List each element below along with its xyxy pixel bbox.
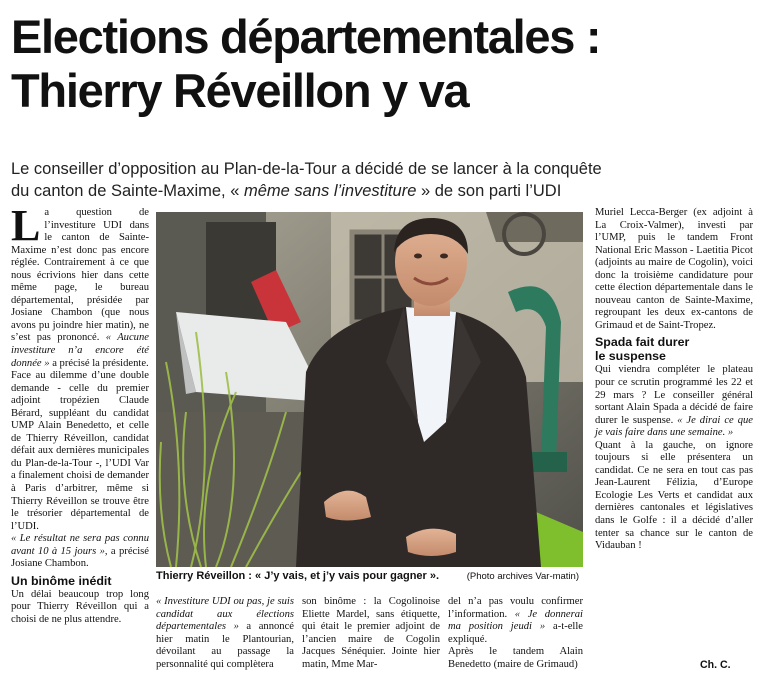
paragraph: Quant à la gauche, on ignore toujours si elle présentera un candidat. Ce ne sera en tout cas pas Jean-Laurent Félizia, d’Europe Ecologie Les Verts et candidat aux dernières cantonales et législatives dans le Golfe : il a décidé d’aller tenter sa chance sur le canton de Vidauban !: [595, 439, 753, 552]
paragraph: Face au dilemme d’une double demande - celle du premier adjoint tropézien Claude Bérard, suppléant du candidat UMP Alain Benedetto, et celle de Thierry Réveillon, candidat défait aux dernières municipales du Plan-de-la-Tour -, l’UDI Var a finalement choisi de demander à Paris d’arbitrer, même si Thierry Réveillon se trouve être le trésorier départemental de l’UDI.: [11, 370, 149, 532]
article-column-1: [11, 201, 149, 627]
paragraph-text: Qui viendra compléter le plateau pour ce scrutin programmé les 22 et 29 mars ? Le conseiller général sortant Alain Spada a décidé de faire durer le suspense.: [595, 364, 753, 426]
author-signature: Ch. C.: [700, 659, 731, 671]
paragraph-text: del n’a pas voulu confirmer l’information.: [448, 596, 583, 620]
quote: « Aucune investiture n’a encore été donnée »: [11, 332, 149, 369]
subhead-line-2: le suspense: [595, 349, 666, 364]
dropcap: L: [11, 201, 41, 250]
quote: « Je donnerai ma position jeudi »: [448, 608, 583, 633]
headline-line-1: Elections départementales :: [11, 10, 601, 63]
photo: [156, 212, 583, 567]
deck-line-2: [11, 180, 756, 202]
photo-credit: (Photo archives Var-matin): [466, 571, 579, 582]
quote: « Le résultat ne sera pas connu avant 10 à 15 jours »: [11, 533, 149, 557]
article-column-5: [595, 207, 753, 553]
deck-line-1: Le conseiller d’opposition au Plan-de-la-Tour a décidé de se lancer à la conquête: [11, 160, 602, 178]
paragraph: son binôme : la Cogolinoise Eliette Mardel, sans étiquette, qui était le premier adjoint de l’ancien maire de Cogolin Jacques Sénéquier. Jointe hier matin, Mme Mar-: [302, 596, 440, 670]
subhead-binome: Un binôme inédit: [11, 573, 112, 588]
subhead-spada: [595, 335, 753, 363]
paragraph: Un délai beaucoup trop long pour Thierry Réveillon qui a choisi de ne plus attendre.: [11, 588, 149, 625]
paragraph-text: a question de l’investiture UDI dans le canton de Sainte-Maxime n’est donc pas encore réglée. Contrairement à ce que nous écrivions hier dans cette même page, le bureau départemental, présidée par Josiane Chambon (que nous avons pu joindre hier matin), ne s’est pas prononcé.: [11, 207, 149, 344]
quote: « Je dirai ce que je vais faire dans une semaine. »: [595, 414, 753, 439]
deck-italic: même sans l’investiture: [243, 182, 417, 200]
paragraph: [595, 364, 753, 439]
headline-line-2: Thierry Réveillon y va: [11, 64, 469, 117]
paragraph-text: a-t-elle expliqué.: [448, 621, 584, 645]
paragraph: Muriel Lecca-Berger (ex adjoint à La Croix-Valmer), investi par l’UMP, puis le tandem Front National Eric Masson - Laetitia Picot (adjoints au maire de Cogolin), voici donc la troisième candidature pour cette élection départementale dans le nouveau canton de Sainte-Maxime, regroupant les deux ex-cantons de Grimaud et de Saint-Tropez.: [595, 207, 753, 331]
paragraph: [448, 596, 583, 646]
paragraph-text: a annoncé hier matin le Plantourian, dévoilant au passage la personnalité qui complètera: [156, 621, 294, 670]
quote: « Investiture UDI ou pas, je suis candidat aux élections départementales »: [156, 596, 294, 633]
subhead-line-1: Spada fait durer: [595, 335, 690, 350]
paragraph: [11, 533, 149, 571]
article-column-4: [448, 596, 583, 686]
paragraph: [156, 596, 294, 671]
deck: [11, 158, 756, 202]
photo-illustration: [156, 212, 583, 567]
deck-text-end: » de son parti l’UDI: [416, 182, 562, 200]
paragraph-text: , a précisé Josiane Chambon.: [11, 545, 149, 570]
paragraph-text: a précisé la présidente.: [49, 357, 149, 369]
article-column-2: [156, 596, 294, 686]
deck-text: du canton de Sainte-Maxime, «: [11, 182, 244, 200]
photo-caption: [156, 569, 583, 585]
paragraph: Après le tandem Alain Benedetto (maire de Grimaud): [448, 646, 583, 670]
caption-text: Thierry Réveillon : « J’y vais, et j’y vais pour gagner ».: [156, 570, 440, 582]
article-column-3: [302, 596, 440, 686]
paragraph-intro: [11, 201, 149, 370]
headline: [11, 10, 756, 118]
